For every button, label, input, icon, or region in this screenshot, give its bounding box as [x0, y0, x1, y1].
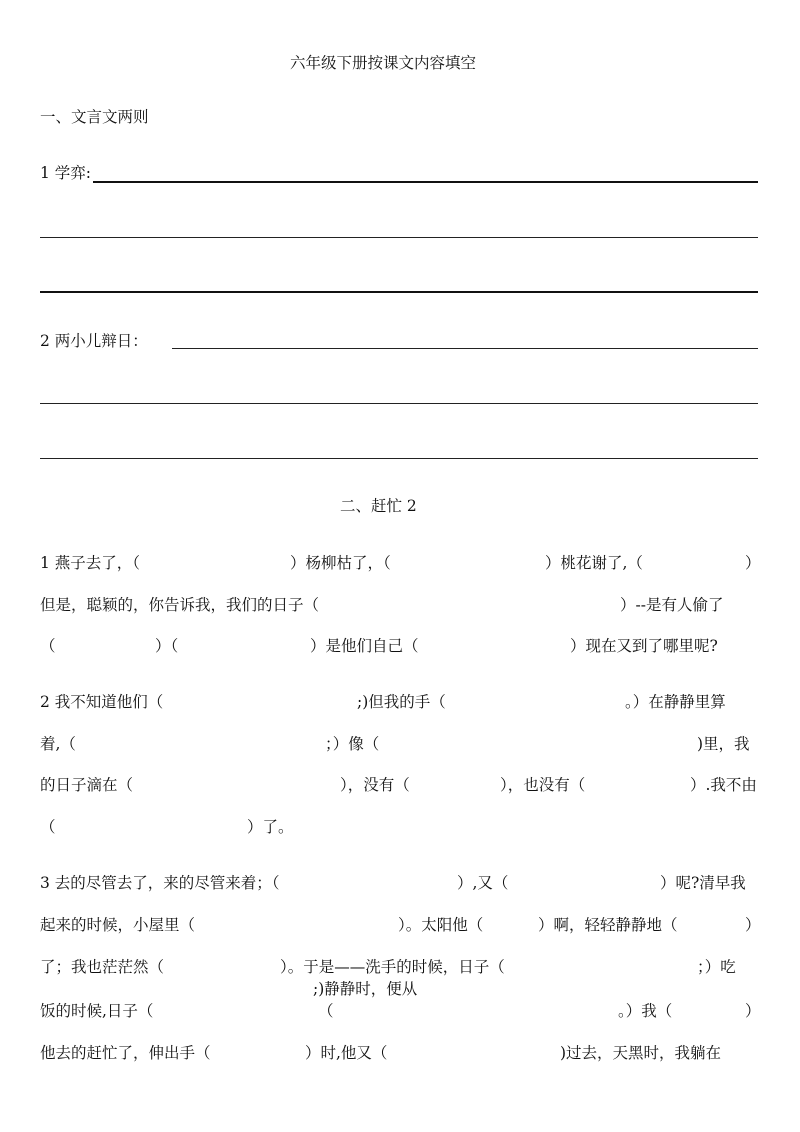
answer-line[interactable]: [40, 458, 758, 459]
q3-text: ）: [745, 1002, 761, 1020]
q3-text: 饭的时候,日子（: [40, 1002, 154, 1020]
q1-text: 1 燕子去了，（: [40, 554, 141, 572]
q2-text: ），也没有（: [500, 776, 586, 794]
answer-line[interactable]: [40, 237, 758, 238]
q1-text: ）（: [155, 637, 179, 655]
answer-line[interactable]: [93, 181, 758, 183]
q2-text: ）了。: [247, 818, 294, 836]
q3-text: ）: [745, 916, 761, 934]
section-heading-1: 一、文言文两则: [40, 108, 149, 126]
q1-text: ）是他们自己（: [310, 637, 419, 655]
q1-text: ）现在又到了哪里呢?: [570, 637, 718, 655]
q3-text: 3 去的尽管去了，来的尽管来着；（: [40, 874, 280, 892]
q2-text: )里，我: [697, 735, 750, 753]
q3-text: ）。于是——洗手的时候，日子（: [280, 958, 505, 976]
q1-text: ）: [745, 554, 761, 572]
answer-line[interactable]: [172, 348, 758, 349]
q2-text: 2 我不知道他们（: [40, 693, 164, 711]
q1-text: ）桃花谢了,（: [545, 554, 643, 572]
q2-text: 着,（: [40, 735, 76, 753]
q1-text: 但是，聪颖的，你告诉我，我们的日子（: [40, 596, 320, 614]
q2-text: ;)但我的手（: [357, 693, 446, 711]
q2-text: ）.我不由: [690, 776, 757, 794]
q2-text: ），没有（: [340, 776, 410, 794]
q3-text: 了；我也茫茫然（: [40, 958, 165, 976]
q2-text: （: [40, 818, 56, 836]
q3-text: 他去的赶忙了，伸出手（: [40, 1044, 211, 1062]
q3-text: ）。太阳他（: [398, 916, 484, 934]
page-title: 六年级下册按课文内容填空: [290, 54, 477, 72]
q3-text: 。）我（: [618, 1002, 673, 1020]
q1-text: （: [40, 637, 56, 655]
q3-text: ）呢?清早我: [660, 874, 746, 892]
q3-text: ）,又（: [457, 874, 509, 892]
item-label-xueyi: 1 学弈:: [40, 164, 92, 182]
q1-text: ）杨柳枯了，（: [290, 554, 391, 572]
q2-text: ；）像（: [325, 735, 380, 753]
q3-text: ；）吃: [697, 958, 736, 976]
q3-text: 起来的时候，小屋里（: [40, 916, 196, 934]
q3-text: ;)静静时，便从: [313, 980, 418, 998]
answer-line[interactable]: [40, 403, 758, 404]
q3-text: （: [318, 1002, 334, 1020]
q2-text: 的日子滴在（: [40, 776, 134, 794]
q3-text: ）时,他又（: [305, 1044, 388, 1062]
section-heading-2: 二、赶忙 2: [340, 497, 417, 515]
item-label-liangxiaoer: 2 两小儿辩日：: [40, 332, 148, 350]
answer-line[interactable]: [40, 291, 758, 293]
q3-text: )过去，天黑时，我躺在: [560, 1044, 722, 1062]
q2-text: 。）在静静里算: [625, 693, 726, 711]
q3-text: ）啊，轻轻静静地（: [538, 916, 678, 934]
q1-text: ）--是有人偷了: [620, 596, 724, 614]
